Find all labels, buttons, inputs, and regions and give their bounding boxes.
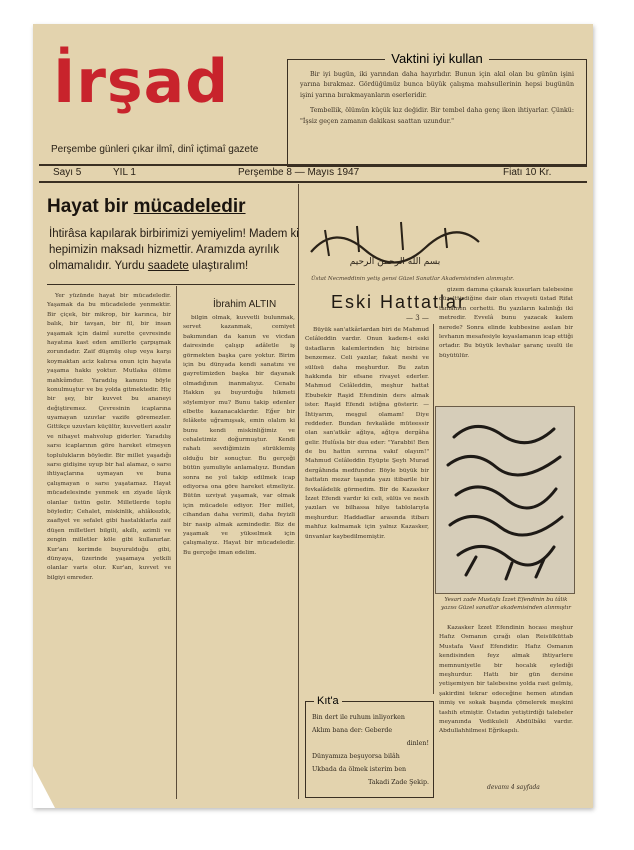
- issue-price: Fiatı 10 Kr.: [503, 167, 552, 178]
- advice-box-text: [288, 66, 586, 127]
- section-title: Eski Hattatlar: [331, 292, 467, 312]
- article-column-1: Yer yüzünde hayat bir mücadeledir. Yaşamak da bu mücadelede yenmektir. Bir çiçek, bir mikrop, bir karınca, bir balık, bir tavşan, bir fil, bir insan yaşamak için daimî surette çevresinde hayatına kast eden amillerle çarpışmak zorundadır. Zaif düşmüş olup veya karşı koymaktan aciz kalırsa onun için hayata yaşama hakkı yoktur. Mutlaka ölüme mahkûmdur. Yaradılış kanunu böyle konulmuştur ve bu yolda gitmektedir. Hiç bir şey, bir kuvvet bu ananeyi değiştiremez. Çevresinin icaplarına uyamayan uzuvlar vazife göremezler. Gittikçe uzuvları küçülür, kuvvetleri azalır ve nihayet mahvolup giderler. Yaradılış sarsı icaplarının göre hareket etmeyen toplulukların böyledir. Bir millet yaşadığı sarsı gidişine uyup bir hal alamaz, o sarsı ihtiyaçlarına uymayan ve buna çalışmayan o sarsı yaşatamaz. Hayat mücadelesinde yenmek en ziyade lâyık olanlar üstün gelir. Milletlerde toplu böyledir; Cehalet, miskinlik, ahlâksızlık, zaafiyet ve sefalet gibi hastalıklarla zaif düşen milletleri bilgili, akıllı, azimli ve zengin milletler köle gibi kullanırlar. Kur'anı kerimde buyurulduğu gibi, dünyaya, üzerinde yaşamaya yetkili olanlar varis olur. Kur'an, kuvvet ve bilgiyi emreder.: [47, 293, 171, 581]
- issue-date: Perşembe 8 — Mayıs 1947: [238, 167, 360, 178]
- poem-box: [305, 695, 434, 798]
- photo-caption: Yesari zade Mustafa İzzet Efendinin bu tâlik yazısı Güzel sanatlar akademisinden alınmıştır: [440, 597, 572, 612]
- poem-author: Takadi Zade Şekip.: [368, 778, 429, 786]
- masthead-title: İrşad: [53, 47, 230, 117]
- divider-bottom: [39, 181, 587, 183]
- poem-line: Aklım bana der: Geberde: [312, 726, 393, 734]
- section-part-number: — 3 —: [406, 314, 429, 322]
- poem-line: Dünyamıza beşuyorsa bilâh: [312, 752, 400, 760]
- author-name: İbrahim ALTIN: [213, 299, 277, 310]
- advice-box: [287, 51, 587, 167]
- issue-year: YIL 1: [113, 167, 136, 178]
- calligraphy-text: بسم الله الرحمن الرحيم: [349, 257, 441, 267]
- divider-top: [39, 164, 587, 166]
- poem-line: Bin dert ile ruhum inliyorken: [312, 714, 405, 721]
- column-rule: [433, 324, 434, 694]
- poem-line: Ukbada da ölmek isterim ben: [312, 765, 407, 773]
- advice-paragraph-2: Tembellik, ölümün küçük kız değidir. Bir tembel daha genç iken ihtiyarlar. Çünkü: "İşsiz geçen zamanın dakikası saattan uzundur.": [300, 107, 574, 125]
- masthead-tagline: Perşembe günleri çıkar ilmî, dinî içtimaî gazete: [51, 144, 259, 155]
- calligraphy-basmala: [305, 212, 485, 268]
- article-headline: Hayat bir mücadeledir: [47, 196, 246, 217]
- advice-box-title: Vaktini iyi kullan: [385, 51, 489, 66]
- article-column-2: bilgin olmak, kuvvetli bulunmak, servet kazanmak, cemiyet bakımından da kanun ve vicdan dairesinde çalışıp adâletle iş görmekten başka çare yoktur. Birim için bu dünyada kendi sanatını ve gayretimizden başka bir dayanak olmadığının inanmalıyız. Cenabı Hakkın şu buyurduğu hikmeti söylemiyor mu? Bunu takip edenler elbette kazanacaklardır. Eğer bir felâkete uğramışsak, emin olalım ki bunu kendi miskinliğimiz ve cehaletimiz doğurmuştur. Kendi rahatı sevdiğimizin sürüklemiş olduğu bir sonuçtur. Bu gerçeği bütün şumuliyle anlamalıyız. Bundan sonra ne yol takip edilmek icap ediyorsa ona göre hareket etmeliyiz. Bütün uzviyat yaşamak, var olmak için mücadele ediyor. Her millet, cihandan daha verimli, daha feyizli bir nasip almak azmindedir. Biz de yaşamak ve yükselmek için çalışmalıyız. Hayat bir mücadeledir. Bu gerçeğe iman edelim.: [183, 315, 295, 556]
- torn-corner: [33, 766, 55, 808]
- article-column-3: Büyük san'atkârlardan biri de Mahmud Celâleddin vardır. Onun kadem-i eski üstadların kalemlerinden hiç birisine benzemez. Celi yazılar, fakat neshi ve sülüsü daha meşhurdur. Bu zatın hakkında bir efsane rivayet ederler. Mahmud Celâleddin, meşhur hattat Ebubekir Raşid Efendinin ders almak ister. Raşid Efendi istiğna gösterir. — İhtiyarım, meşgul olamam! Diye reddeder. Bundan fevkalâde müteessir olan san'atkâr ağlıya, ağlıya dergâha gelir. Hulûsla bir dua eder: "Yarabbi! Ben de bu hattın sırrına vakıf olayım!" Mahmud Celâleddin Eyüpte Şeyh Murad dergâhında medfundur. Böyle büyük bir hattatın mezar taşında yazı itibarile bir fevkalâdelik görmedim. Bir de Kazasker İzzet Efendi vardır ki celi, sülüs ve nesih yazıları ve bilhassa hilye tablolarıyla meşhurdur. Haddadlar arasında itibarı mahfuz kalmamak için yalnız Kazasker, ünvanlar kaybedilmemiştir.: [305, 327, 429, 540]
- newspaper-page: [33, 24, 593, 808]
- poem-line: dinlen!: [406, 739, 429, 747]
- poem-lines: [312, 712, 429, 789]
- issue-number: Sayı 5: [53, 167, 82, 178]
- column-rule: [298, 184, 299, 799]
- article-lead: İhtirâsa kapılarak birbirimizi yemiyelim! Madem ki hepimizin maksadı hizmettir. Aramızda ayrılık olmamalıdır. Yurdu saadete ulaştıralım!: [49, 228, 299, 273]
- calligraphy-photo: [435, 406, 575, 594]
- continued-note: devamı 4 sayfada: [487, 784, 540, 791]
- article-column-5: Kazasker İzzet Efendinin hocası meşhur Hafız Osmanın çırağı olan Reisülküttab Mustafa Vasıf Efendidir. Hafız Osmanın kendisinden feyz almak ihtiyarlere memnuniyetle bir hocalık eylediği meşhurdur. Hattı bir gün dersine yetişemiyen bir talebesine yolda rast gelmiş, şakirdini tekrar edeceğine hemen atından inmiş ve sokak başında çömelerek meşkini tashih etmiştir. Üstadın yetiştirdiği talebeler meyanında Vedikuleli Abdülbâki vardır. Abdullahhilmesi Eğrikapılı.: [439, 625, 573, 735]
- lead-divider: [47, 284, 295, 285]
- poem-title: Kıt'a: [314, 695, 342, 707]
- advice-paragraph-1: Bir iyi bugün, iki yarından daha hayırlıdır. Bunun için akıl olan bu günün işini yarına bırakmaz. Gördüğümüz bunca büyük çalışma mahsullerinin hepsi bugünün işini yarına bırakmayanların eserleridir.: [300, 71, 574, 99]
- column-rule: [176, 286, 177, 799]
- article-column-4: gizem damına çıkarak kusurları talebesine düzelttirdiğine dair olan rivayeti üstad Rifat tamamen cerhetti. Bu yazıların kalınlığı iki metredir. Evvelâ bunu yazacak kalem nerede? Sonra elinde kubbesine asılan bir levhanın mesafesiyle kıyaslamanın icap ettiği ortadır. Bu büyük levhalar şaranç usulü ile büyütülür.: [439, 287, 573, 359]
- calligraphy-note: Üstat Necmeddinin yetiş gensi Güzel Sanatlar Akademisinden alınmıştır.: [311, 276, 514, 282]
